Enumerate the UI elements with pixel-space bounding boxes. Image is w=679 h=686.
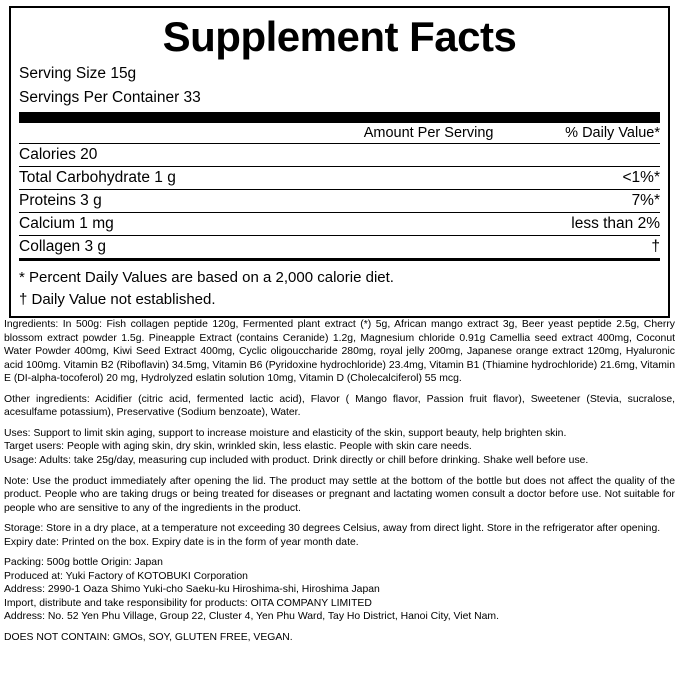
uses-line: Uses: Support to limit skin aging, support to increase moisture and elasticity of the skin, support beauty, help brighten skin. [4,427,567,439]
address-vietnam-line: Address: No. 52 Yen Phu Village, Group 22, Cluster 4, Yen Phu Ward, Tay Ho District, Hanoi City, Viet Nam. [4,611,499,623]
storage-line: Storage: Store in a dry place, at a temperature not exceeding 30 degrees Celsius, away from direct light. Store in the refrigerator after opening. [4,523,661,535]
nutrient-amount [275,166,506,189]
header-daily-value: % Daily Value* [565,124,660,141]
nutrient-amount [275,143,506,166]
page-title: Supplement Facts [162,13,517,60]
nutrient-daily-value: 7%* [505,189,660,212]
footnote-not-established: † Daily Value not established. [19,290,216,308]
table-row [19,212,660,235]
table-header-row [19,123,660,144]
table-row [19,189,660,212]
nutrient-daily-value: † [505,235,660,258]
usage-block [4,427,675,468]
target-users-line: Target users: People with aging skin, dry skin, wrinkled skin, less elastic. People with skin care needs. [4,441,472,453]
spacer [4,468,675,475]
servings-per-container: Servings Per Container 33 [19,88,201,106]
supplement-facts-panel [9,6,670,318]
spacer [4,624,675,631]
nutrient-daily-value [505,143,660,166]
other-ingredients-paragraph: Other ingredients: Acidifier (citric acid, fermented lactic acid), Flavor ( Mango flavor, Passion fruit flavor), Sweetener (Stevia, sucralose, acesulfame potassium), Preservative (Sodium benzoate), Water. [4,393,675,419]
nutrient-daily-value: <1%* [505,166,660,189]
nutrient-daily-value: less than 2% [505,212,660,235]
nutrient-name: Total Carbohydrate 1 g [19,166,275,189]
serving-size: Serving Size 15g [19,65,137,82]
footnote-divider [19,258,660,261]
nutrient-name: Calories 20 [19,143,275,166]
address-japan-line: Address: 2990-1 Oaza Shimo Yuki-cho Saeku-ku Hiroshima-shi, Hiroshima Japan [4,584,380,596]
spacer [4,549,675,556]
nutrient-name: Proteins 3 g [19,189,275,212]
nutrient-name: Collagen 3 g [19,235,275,258]
supplement-label-page [0,6,679,686]
footnotes [19,267,660,311]
table-row [19,166,660,189]
nutrient-amount [275,189,506,212]
expiry-line: Expiry date: Printed on the box. Expiry date is in the form of year month date. [4,536,359,548]
table-row [19,235,660,258]
nutrition-table [19,123,660,258]
note-paragraph: Note: Use the product immediately after opening the lid. The product may settle at the bottom of the bottle but does not affect the quality of the product. People who are taking drugs or being treated for diseases or pregnant and lactating women consult a doctor before use. Not suitable for people who are sensitive to any of the ingredients in the product. [4,475,675,514]
table-row [19,143,660,166]
ingredients-paragraph: Ingredients: In 500g: Fish collagen peptide 120g, Fermented plant extract (*) 5g, African mango extract 3g, Beer yeast peptide 2.5g, Cherry blossom extract powder 1.5g. Pineapple Extract (contains Ceranide) 1.2g, Magnesium chloride 0.91g Camellia seed extract 400mg, Coconut Water Powder 400mg, Kiwi Seed Extract 400mg, Cyclic oligouccharide 280mg, royal jelly 200mg, Japanese orange extract 120mg, Hyaluronic acid 100mg. Vitamin B2 (Riboflavin) 34.5mg, Vitamin B6 (Pyridoxine hydrochloride) 23.4mg, Vitamin B1 (Thiamine hydrochloride) 21.6mg, Vitamin E (DI-alpha-tocoferol) 20 mg, Hydrolyzed eslatin solution 10mg, Vitamin D (Cholecalciferol) 55 mcg. [4,319,675,385]
nutrient-amount [275,235,506,258]
header-blank [19,123,275,144]
produced-at-line: Produced at: Yuki Factory of KOTOBUKI Corporation [4,570,248,582]
storage-block [4,522,675,549]
does-not-contain-line: DOES NOT CONTAIN: GMOs, SOY, GLUTEN FREE, VEGAN. [4,631,293,643]
packing-line: Packing: 500g bottle Origin: Japan [4,557,163,569]
product-details [4,318,675,644]
usage-line: Usage: Adults: take 25g/day, measuring cup included with product. Drink directly or chill before drinking. Shake well before use. [4,454,589,466]
footnote-daily-values: * Percent Daily Values are based on a 2,000 calorie diet. [19,268,394,286]
thick-divider [19,112,660,123]
manufacturer-block [4,556,675,624]
header-amount-per-serving: Amount Per Serving [363,124,494,141]
nutrient-amount [275,212,506,235]
nutrient-name: Calcium 1 mg [19,212,275,235]
importer-line: Import, distribute and take responsibility for products: OITA COMPANY LIMITED [4,597,372,609]
